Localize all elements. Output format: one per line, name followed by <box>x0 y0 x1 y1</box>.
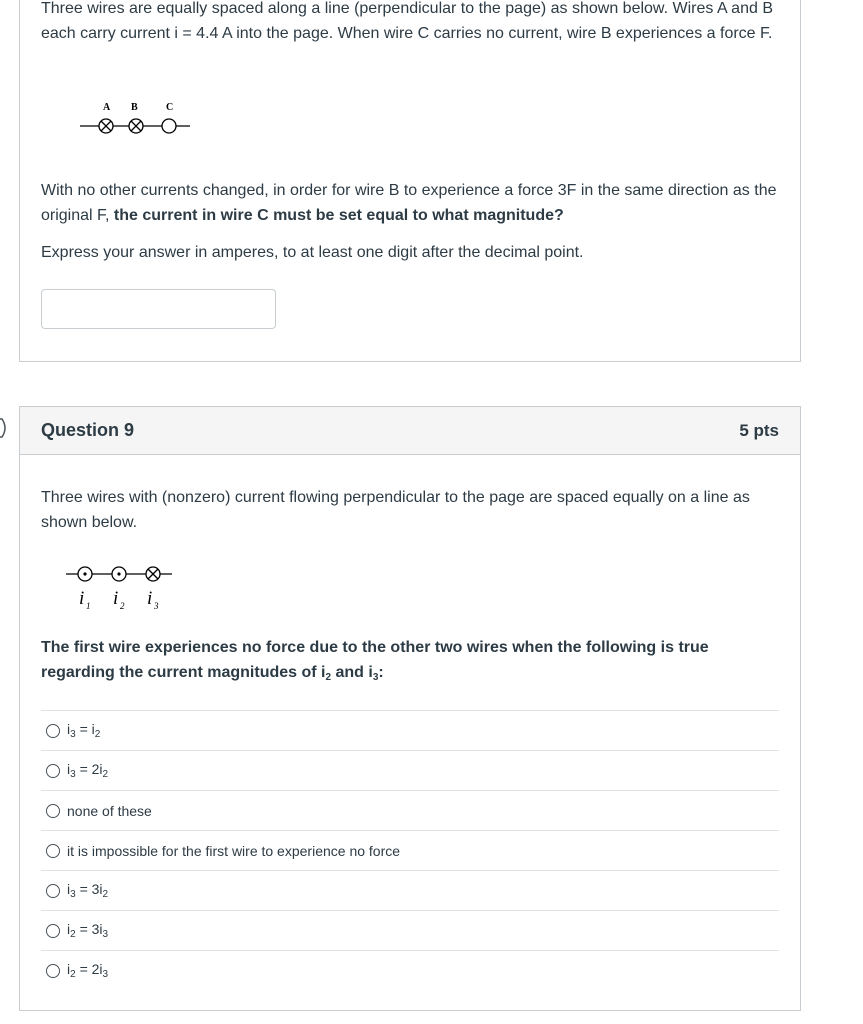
wire-c-icon <box>162 119 176 133</box>
question-8-text-2-bold: the current in wire C must be set equal to what magnitude? <box>113 207 564 224</box>
wire-3-sub: 3 <box>154 601 159 611</box>
prompt-sub-a: 2 <box>325 672 332 683</box>
wire-3-label: i <box>147 588 153 609</box>
question-8-card <box>19 0 801 362</box>
answer-option-3[interactable] <box>41 790 779 830</box>
question-9-prompt <box>41 635 781 690</box>
question-8-answer-input[interactable] <box>41 289 276 329</box>
wire-1-label: i <box>79 588 85 609</box>
radio-button[interactable] <box>46 964 60 978</box>
radio-button[interactable] <box>46 924 60 938</box>
answer-label: $i_3 = 2i_2$ <box>67 761 109 780</box>
wire-3-into-page-icon <box>146 567 160 581</box>
radio-button[interactable] <box>46 764 60 778</box>
wire-2-label: i <box>113 588 119 609</box>
answer-option-6[interactable] <box>41 910 779 950</box>
question-9-text: Three wires with (nonzero) current flowing perpendicular to the page are spaced equally on a line as shown below. <box>41 489 750 531</box>
radio-button[interactable] <box>46 884 60 898</box>
question-9-title: Question 9 <box>41 420 135 440</box>
answer-label: $i_3 = 3i_2$ <box>67 881 109 900</box>
answer-label: none of these <box>67 802 152 819</box>
radio-button[interactable] <box>46 724 60 738</box>
prompt-sub-b: 3 <box>372 672 379 683</box>
wires-i-figure <box>64 560 194 620</box>
answer-list <box>41 710 779 990</box>
answer-label: it is impossible for the first wire to experience no force <box>67 842 401 859</box>
question-8-text-2-plain: With no other currents changed, in order for wire B to experience a force 3F in the same direction as the original F, <box>41 182 777 224</box>
wire-a-into-page-icon <box>99 119 113 133</box>
prompt-text: The first wire experiences no force due to the other two wires when the following is true regarding the current magnitudes of i <box>41 639 709 681</box>
answer-label: $i_3 = i_2$ <box>67 721 101 740</box>
question-flag-icon[interactable] <box>0 417 10 439</box>
wire-1-out-of-page-icon <box>78 567 92 581</box>
question-8-text: Three wires are equally spaced along a line (perpendicular to the page) as shown below. Wires A and B each carry current i = 4.4 A into the page. When wire C carries no current, wire B experiences a force F. <box>41 0 773 42</box>
answer-option-2[interactable] <box>41 750 779 790</box>
wires-abc-figure <box>58 96 218 146</box>
answer-option-5[interactable] <box>41 870 779 910</box>
wire-2-sub: 2 <box>120 601 125 611</box>
answer-option-4[interactable] <box>41 830 779 870</box>
wire-2-out-of-page-icon <box>112 567 126 581</box>
wire-label-c: C <box>166 102 174 113</box>
question-9-points: 5 pts <box>739 420 779 440</box>
wire-label-a: A <box>103 102 111 113</box>
wire-b-into-page-icon <box>129 119 143 133</box>
question-9-header <box>20 407 800 455</box>
prompt-and: and i <box>331 664 373 681</box>
answer-label: $i_2 = 3i_3$ <box>67 921 109 940</box>
answer-label: $i_2 = 2i_3$ <box>67 961 109 980</box>
answer-option-7[interactable] <box>41 950 779 990</box>
radio-button[interactable] <box>46 844 60 858</box>
wire-1-sub: 1 <box>86 601 91 611</box>
radio-button[interactable] <box>46 804 60 818</box>
wire-label-b: B <box>131 102 138 113</box>
question-8-followup <box>41 178 781 265</box>
question-9-card <box>19 406 801 1011</box>
prompt-end: : <box>378 664 384 681</box>
question-8-text-3: Express your answer in amperes, to at least one digit after the decimal point. <box>41 244 584 261</box>
question-8-content <box>41 0 781 46</box>
answer-option-1[interactable] <box>41 710 779 750</box>
question-9-body <box>41 485 781 535</box>
question-8-text-2 <box>41 178 781 228</box>
